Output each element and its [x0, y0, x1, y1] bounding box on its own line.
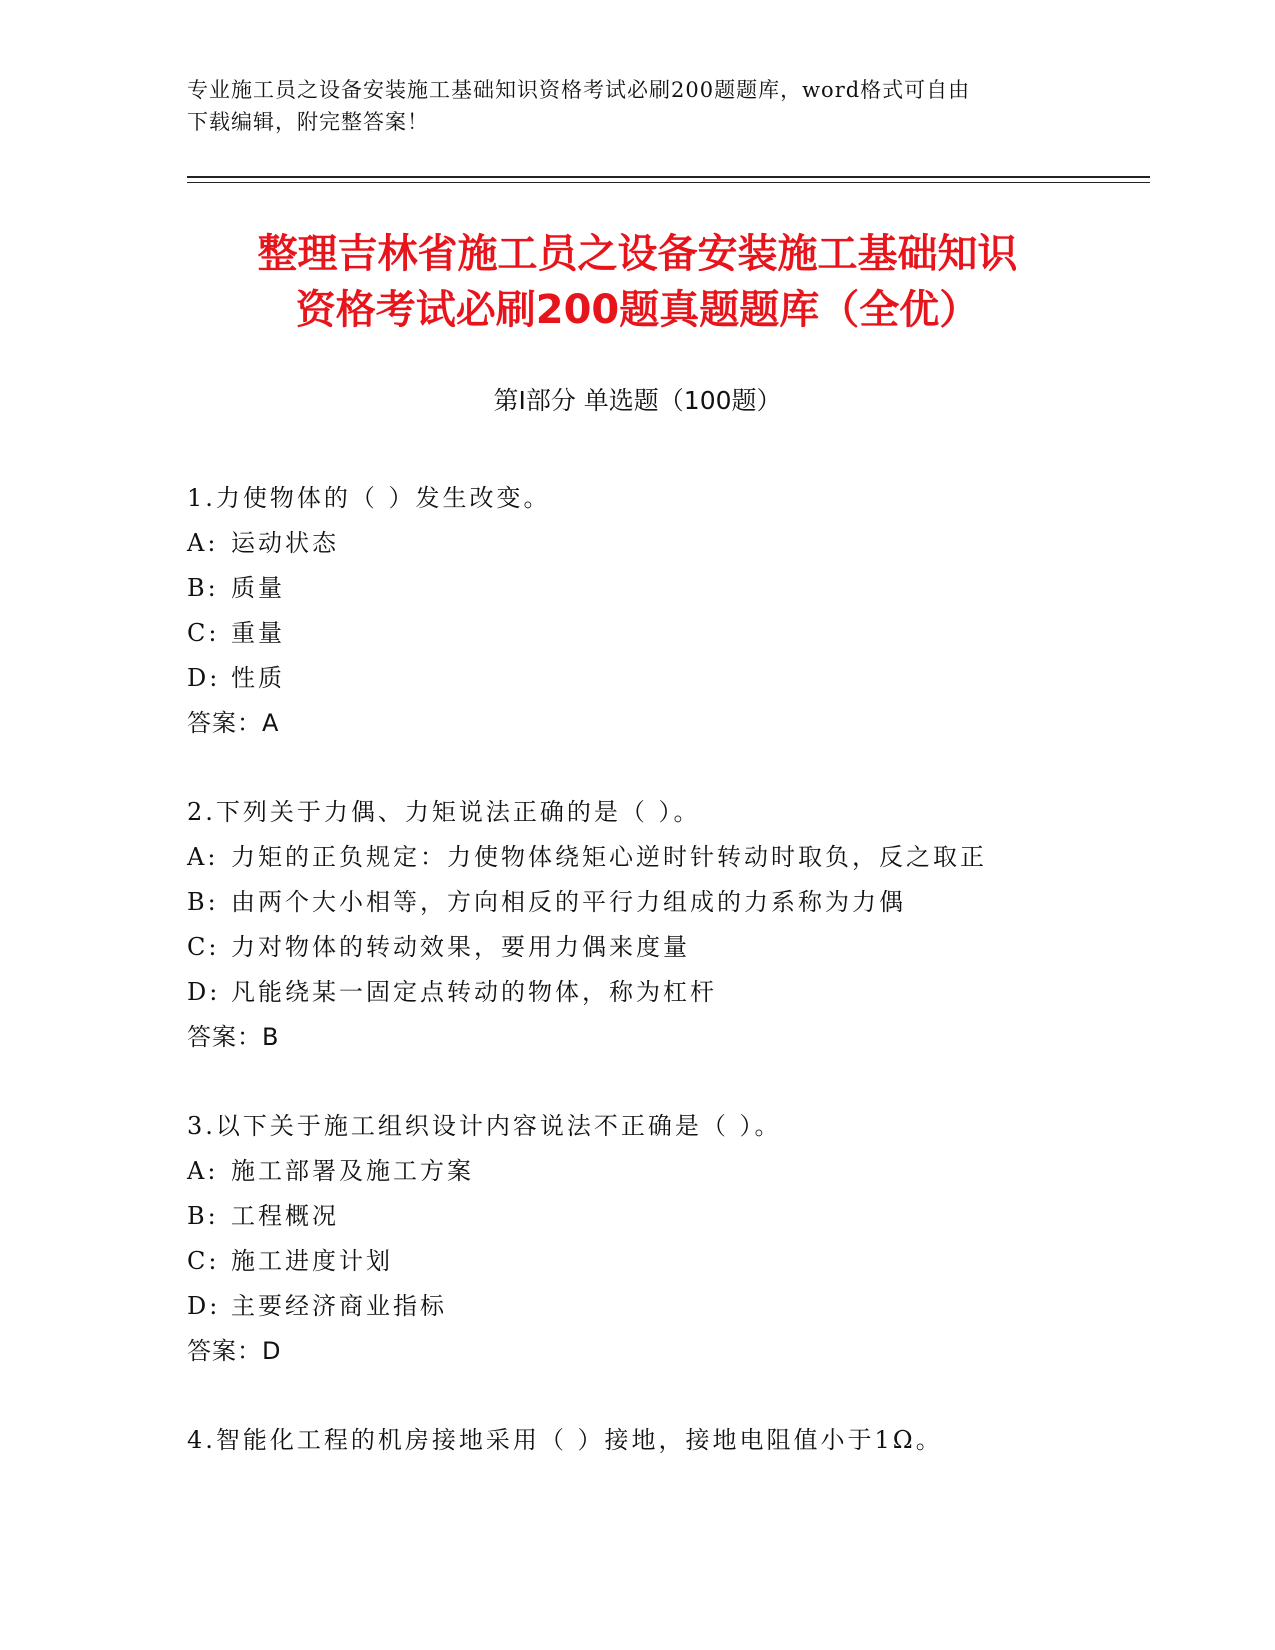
header-note-line: 专业施工员之设备安装施工基础知识资格考试必刷200题题库，word格式可自由	[187, 78, 971, 102]
option-a	[187, 1149, 1137, 1194]
header-note-line: 下载编辑，附完整答案！	[187, 110, 429, 134]
question-stem: 3.以下关于施工组织设计内容说法不正确是（ ）。	[187, 1112, 782, 1140]
option-d	[187, 656, 1137, 701]
question-item	[187, 1104, 1137, 1374]
option-text: 施工进度计划	[231, 1247, 393, 1275]
header-divider-thick	[187, 176, 1150, 178]
option-a	[187, 835, 1137, 880]
header-note	[187, 74, 1087, 138]
option-text: 重量	[231, 619, 285, 647]
option-letter: C:	[187, 619, 220, 647]
header-divider-thin	[187, 182, 1150, 183]
option-b	[187, 880, 1137, 925]
option-text: 凡能绕某一固定点转动的物体，称为杠杆	[231, 978, 717, 1006]
option-c	[187, 925, 1137, 970]
section-heading: 第Ⅰ部分 单选题（100题）	[493, 386, 782, 415]
option-letter: D:	[187, 664, 221, 692]
option-c	[187, 611, 1137, 656]
option-letter: D:	[187, 978, 221, 1006]
option-b	[187, 1194, 1137, 1239]
question-item	[187, 1418, 1137, 1463]
option-text: 力对物体的转动效果，要用力偶来度量	[231, 933, 690, 961]
option-d	[187, 1284, 1137, 1329]
option-text: 性质	[231, 664, 285, 692]
option-text: 工程概况	[231, 1202, 339, 1230]
option-text: 力矩的正负规定：力使物体绕矩心逆时针转动时取负，反之取正	[231, 843, 987, 871]
question-stem: 2.下列关于力偶、力矩说法正确的是（ ）。	[187, 798, 701, 826]
title-line: 资格考试必刷200题真题题库（全优）	[295, 287, 980, 333]
question-list	[187, 476, 1137, 1507]
answer-line: 答案：D	[187, 1337, 282, 1365]
document-title	[150, 226, 1125, 338]
question-stem: 4.智能化工程的机房接地采用（ ）接地，接地电阻值小于1Ω。	[187, 1426, 943, 1454]
option-letter: A:	[187, 529, 219, 557]
option-text: 质量	[231, 574, 285, 602]
option-letter: A:	[187, 843, 219, 871]
option-d	[187, 970, 1137, 1015]
option-letter: B:	[187, 888, 219, 916]
option-text: 施工部署及施工方案	[231, 1157, 474, 1185]
option-b	[187, 566, 1137, 611]
option-letter: D:	[187, 1292, 221, 1320]
answer-line: 答案：B	[187, 1023, 280, 1051]
question-item	[187, 476, 1137, 746]
option-letter: B:	[187, 574, 219, 602]
option-letter: C:	[187, 933, 220, 961]
option-letter: C:	[187, 1247, 220, 1275]
option-letter: B:	[187, 1202, 219, 1230]
option-c	[187, 1239, 1137, 1284]
option-text: 运动状态	[231, 529, 339, 557]
title-line: 整理吉林省施工员之设备安装施工基础知识	[257, 231, 1018, 277]
question-item	[187, 790, 1137, 1060]
option-letter: A:	[187, 1157, 219, 1185]
option-text: 主要经济商业指标	[231, 1292, 447, 1320]
answer-line: 答案：A	[187, 709, 280, 737]
option-text: 由两个大小相等，方向相反的平行力组成的力系称为力偶	[231, 888, 906, 916]
question-stem: 1.力使物体的（ ）发生改变。	[187, 484, 551, 512]
option-a	[187, 521, 1137, 566]
